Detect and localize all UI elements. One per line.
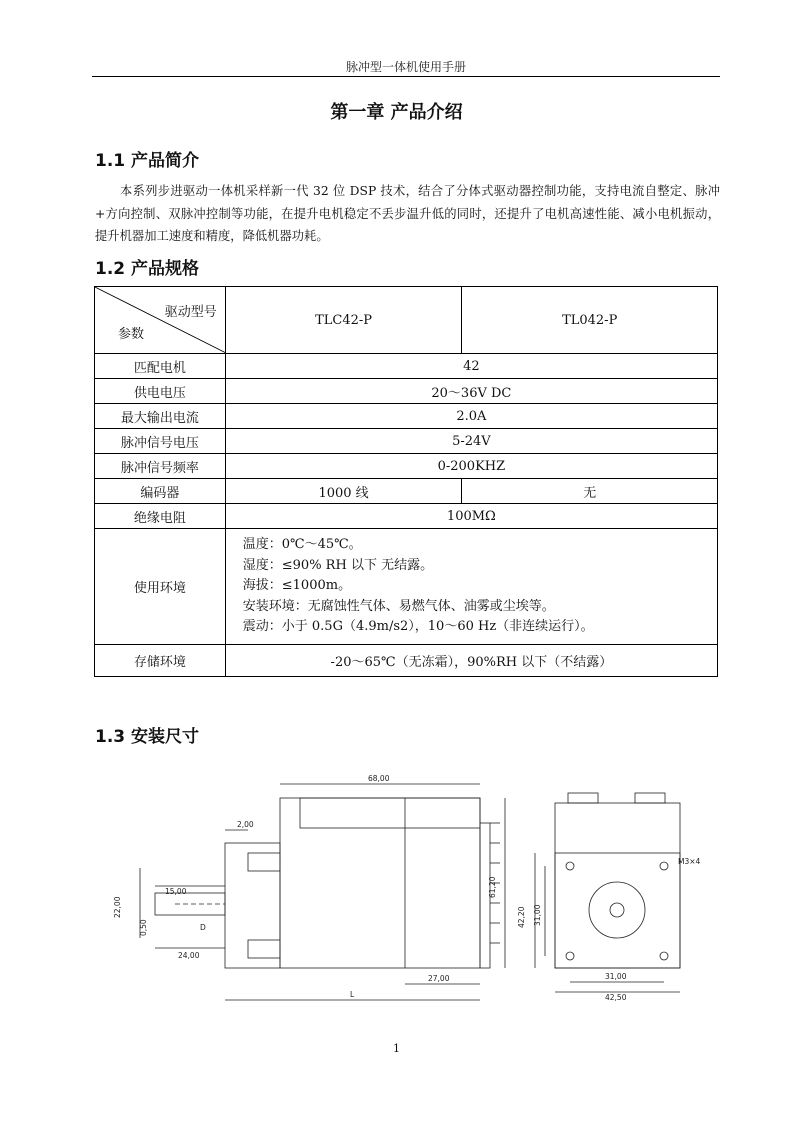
dim-total-length: 68,00 <box>368 774 390 783</box>
dim-hole-spec: M3×4 <box>678 857 700 866</box>
dim-height: 61,20 <box>488 876 497 898</box>
environment-line: 震动：小于 0.5G（4.9m/s2），10～60 Hz（非连续运行）。 <box>242 619 594 634</box>
dim-d-label: D <box>200 923 206 932</box>
driver-top-cover <box>300 798 480 828</box>
row-value: 20～36V DC <box>225 379 717 404</box>
table-corner-cell <box>95 287 226 354</box>
row-value-model-2: 无 <box>462 479 718 504</box>
corner-param-label: 参数 <box>118 327 145 342</box>
table-row <box>95 354 718 379</box>
motor-shaft <box>155 893 225 915</box>
table-row <box>95 404 718 429</box>
dim-shaft-length: 24,00 <box>178 951 200 960</box>
row-value-model-1: 1000 线 <box>225 479 462 504</box>
section-heading-product-intro: 1.1 产品简介 <box>95 151 200 171</box>
chapter-title: 第一章 产品介绍 <box>330 102 463 123</box>
dim-shaft-dia: 22,00 <box>113 896 122 918</box>
table-row-storage <box>95 644 718 676</box>
row-label: 使用环境 <box>95 529 226 645</box>
row-label: 脉冲信号电压 <box>95 429 226 454</box>
row-value: 42 <box>225 354 717 379</box>
motor-end-view-outline <box>555 803 680 968</box>
page-header: 脉冲型一体机使用手册 <box>92 58 720 77</box>
dim-side-h2: 31,00 <box>533 904 542 926</box>
row-label: 最大输出电流 <box>95 404 226 429</box>
dim-side-w2: 42,50 <box>605 993 627 1002</box>
section-heading-product-spec: 1.2 产品规格 <box>95 259 200 279</box>
row-value: 2.0A <box>225 404 717 429</box>
row-label: 绝缘电阻 <box>95 504 226 529</box>
dim-side-h1: 42,20 <box>517 906 526 928</box>
page-number: 1 <box>393 1042 400 1055</box>
row-value: -20～65℃（无冻霜），90%RH 以下（不结露） <box>225 644 717 676</box>
dim-key-length: 15,00 <box>165 887 187 896</box>
row-label: 脉冲信号频率 <box>95 454 226 479</box>
model-header-2: TL042-P <box>462 287 718 354</box>
environment-details <box>225 529 717 645</box>
row-label: 供电电压 <box>95 379 226 404</box>
dim-rear-length: 27,00 <box>428 974 450 983</box>
table-row <box>95 504 718 529</box>
flange-boss-circle <box>589 882 645 938</box>
table-row <box>95 379 718 404</box>
table-row-environment <box>95 529 718 645</box>
dim-shaft-dia2: 0,50 <box>139 919 148 936</box>
environment-line: 温度：0℃～45℃。 <box>242 537 362 552</box>
product-intro-paragraph: 本系列步进驱动一体机采样新一代 32 位 DSP 技术，结合了分体式驱动器控制功能，支持电流自整定、脉冲+方向控制、双脉冲控制等功能，在提升电机稳定不丢步温升低的同时，还提升了电机高速性能、减小电机振动，提升机器加工速度和精度，降低机器功耗。 <box>95 184 720 243</box>
environment-line: 湿度：≤90% RH 以下 无结露。 <box>242 557 434 573</box>
row-value: 5-24V <box>225 429 717 454</box>
motor-body-outline <box>280 798 480 968</box>
corner-diagonal-line <box>95 287 226 353</box>
motor-flange-outline <box>225 843 280 968</box>
dim-flange: 2,00 <box>237 820 254 829</box>
spec-table <box>94 286 718 677</box>
section-heading-install-dims: 1.3 安装尺寸 <box>95 727 200 747</box>
dim-l-label: L <box>350 990 355 999</box>
environment-line: 安装环境：无腐蚀性气体、易燃气体、油雾或尘埃等。 <box>242 598 555 614</box>
table-row <box>95 454 718 479</box>
row-value: 0-200KHZ <box>225 454 717 479</box>
row-label: 存储环境 <box>95 644 226 676</box>
table-row <box>95 479 718 504</box>
environment-line: 海拔：≤1000m。 <box>242 578 352 593</box>
table-row <box>95 429 718 454</box>
corner-drive-model-label: 驱动型号 <box>164 305 217 320</box>
dim-side-w1: 31,00 <box>605 972 627 981</box>
model-header-1: TLC42-P <box>225 287 462 354</box>
row-value: 100MΩ <box>225 504 717 529</box>
row-label: 编码器 <box>95 479 226 504</box>
dimension-drawing <box>100 768 700 1018</box>
row-label: 匹配电机 <box>95 354 226 379</box>
